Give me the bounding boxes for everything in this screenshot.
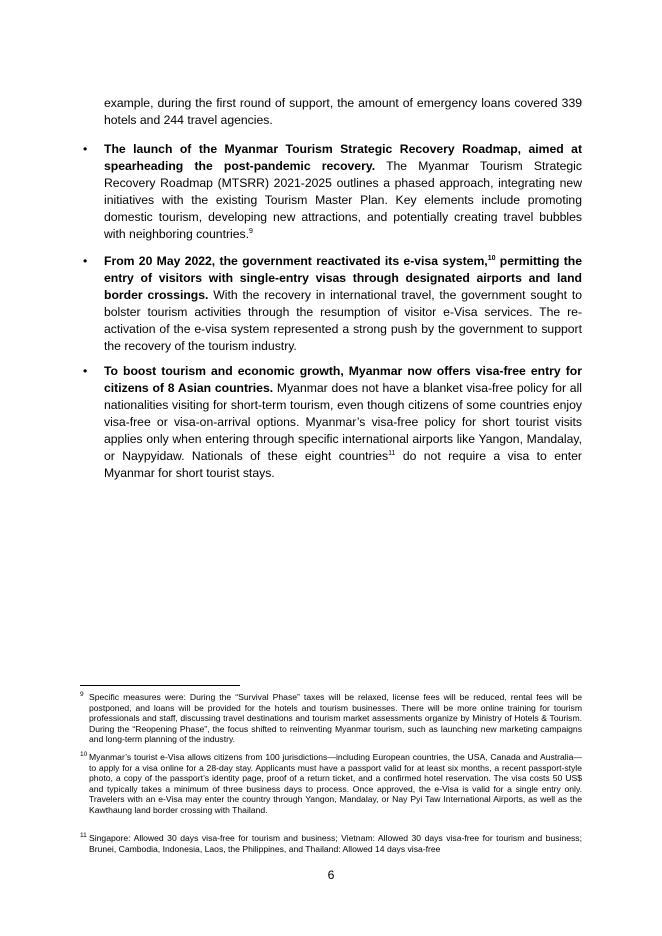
footnote-10 [80,752,582,816]
footnote-ref-10: 10 [487,254,496,262]
bullet-bold-text-continued: permitting the entry of visitors with single-entry visas through designated airports and land border crossings. [104,254,582,302]
bullet-item-visa-free [83,363,582,482]
footnote-number: 9 [80,691,84,698]
bullet-body-text-continued: do not require a visa to enter Myanmar for short tourist stays. [104,449,582,480]
bullet-body-text: With the recovery in international travel, the government sought to bolster tourism activities through the resumption of visitor e-Visa services. The re-activation of the e-visa system represented a strong push by the government to support the recovery of the tourism industry. [104,288,582,353]
bullet-icon: • [83,254,88,268]
footnote-9 [80,692,582,745]
footnote-ref-9: 9 [248,227,253,235]
footnote-number: 10 [80,751,88,758]
footnote-ref-11: 11 [388,449,396,457]
bullet-bold-text: To boost tourism and economic growth, Myanmar now offers visa-free entry for citizens of 8 Asian countries. [104,364,582,395]
bullet-paragraph [104,363,582,482]
footnote-text: Myanmar’s tourist e-Visa allows citizens from 100 jurisdictions—including European countries, the USA, Canada and Australia—to apply for a visa online for a 28-day stay. Applicants must have a passport valid for at least six months, a recent passport-style photo, a copy of the passport’s identity page, proof of a return ticket, and a confirmed hotel reservation. The visa costs 50 US$ and typically takes a minimum of three business days to process. Once approved, the e-Visa is valid for a single entry only. Travelers with an e-Visa may enter the country through Yangon, Mandalay, or Nay Pyi Taw International Airports, as well as the Kawthaung land border crossing with Thailand. [89,752,582,815]
footnote-text: Specific measures were: During the “Survival Phase” taxes will be relaxed, license fees will be reduced, rental fees will be postponed, and loans will be provided for the hotels and tourism businesses. There will be more online training for tourism professionals and staff, discussing travel destinations and tourism market assessments organize by Ministry of Hotels & Tourism. During the “Reopening Phase”, the focus shifted to reinventing Myanmar tourism, such as launching new marketing campaigns and long-term planning of the industry. [89,692,582,745]
bullet-icon: • [83,142,88,156]
bullet-body-text: The Myanmar Tourism Strategic Recovery Roadmap (MTSRR) 2021-2025 outlines a phased approach, integrating new initiatives with the existing Tourism Master Plan. Key elements include promoting domestic tourism, developing new attractions, and potentially creating travel bubbles with neighboring countries. [104,159,582,241]
footnote-number: 11 [80,832,87,839]
footnote-text: Singapore: Allowed 30 days visa-free for tourism and business; Vietnam: Allowed 30 days visa-free for tourism and business; Brunei, Cambodia, Indonesia, Laos, the Philippines, and Thailand: Allowed 14 days visa-free [89,833,582,854]
footnote-divider [80,685,240,686]
bullet-body-text: Myanmar does not have a blanket visa-free policy for all nationalities visiting for short-term tourism, even though citizens of some countries enjoy visa-free or visa-on-arrival options. Myanmar’s visa-free policy for short tourist visits applies only when entering through specific international airports like Yangon, Mandalay, or Naypyidaw. Nationals of these eight countries [104,381,582,463]
bullet-paragraph [104,141,582,243]
page-number: 6 [327,868,335,882]
bullet-bold-text: From 20 May 2022, the government reactivated its e-visa system, [104,254,488,268]
bullet-bold-text: The launch of the Myanmar Tourism Strategic Recovery Roadmap, aimed at spearheading the post-pandemic recovery. [104,142,582,173]
bullet-item-recovery-roadmap [83,141,582,243]
lead-paragraph: example, during the first round of support, the amount of emergency loans covered 339 hotels and 244 travel agencies. [104,96,582,127]
bullet-icon: • [83,364,88,378]
bullet-paragraph [104,253,582,355]
bullet-item-evisa [83,253,582,355]
footnote-11 [80,833,582,854]
